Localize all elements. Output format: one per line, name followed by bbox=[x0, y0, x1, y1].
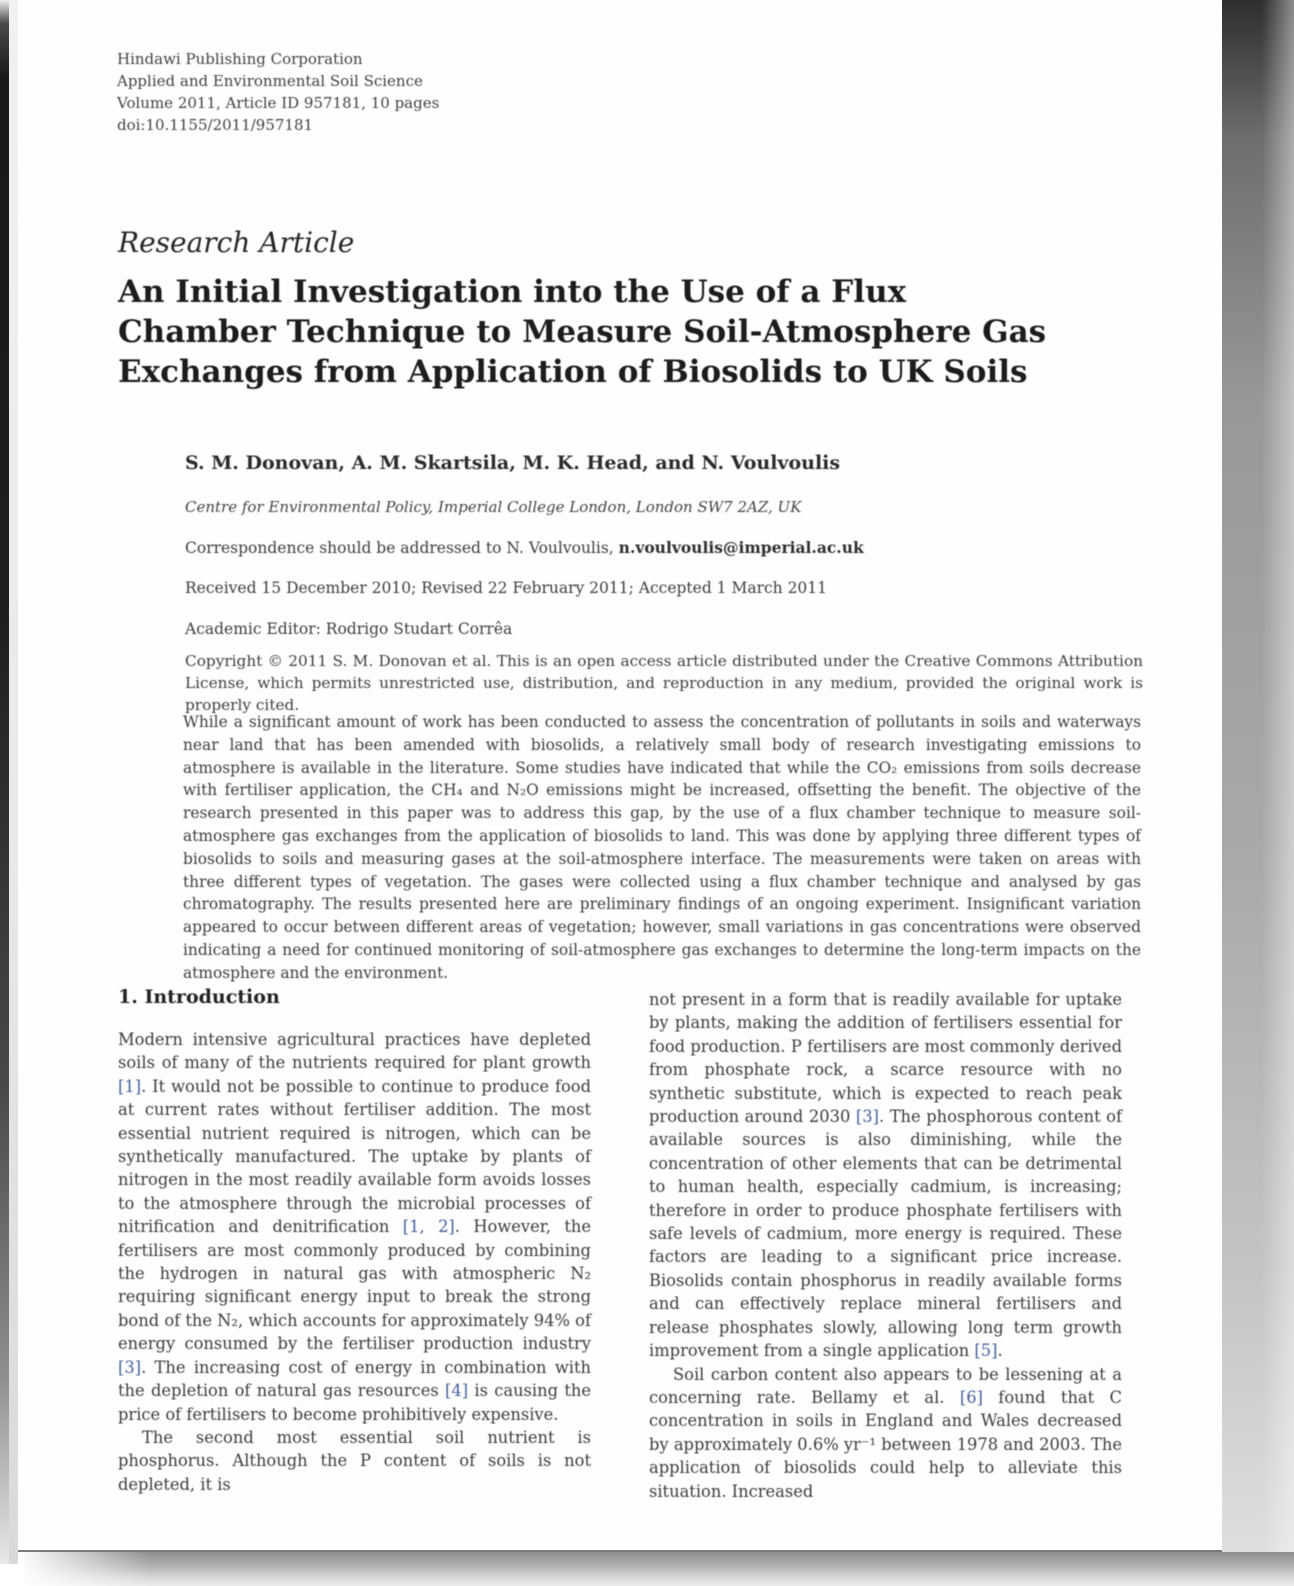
body-paragraph: Modern intensive agricultural practices have depleted soils of many of the nutrients required for plant growth [1]. It would not be possible to continue to produce food at current rates without fertiliser addition. The most essential nutrient required is nitrogen, which can be synthetically manufactured. The uptake by plants of nitrogen in the most readily available form avoids losses to the atmosphere through the microbial processes of nitrification and denitrification [1, 2]. However, the fertilisers are most commonly produced by combining the hydrogen in natural gas with atmospheric N₂ requiring significant energy input to break the strong bond of the N₂, which accounts for approximately 94% of energy consumed by the fertiliser production industry [3]. The increasing cost of energy in combination with the depletion of natural gas resources [4] is causing the price of fertilisers to become prohibitively expensive. bbox=[118, 1030, 591, 1424]
abstract-text: While a significant amount of work has been conducted to assess the concentration of pollutants in soils and waterways near land that has been amended with biosolids, a relatively small body of research investigating emissions to atmosphere is available in the literature. Some studies have indicated that while the CO₂ emissions from soils decrease with fertiliser application, the CH₄ and N₂O emissions might be increased, offsetting the benefit. The objective of the research presented in this paper was to address this gap, by the use of a flux chamber technique to measure soil-atmosphere gas exchanges from the application of biosolids to land. This was done by applying three different types of biosolids to soils and measuring gases at the soil-atmosphere interface. The measurements were taken on areas with three different types of vegetation. The gases were collected using a flux chamber technique and analysed by gas chromatography. The results presented here are preliminary findings of an ongoing experiment. Insignificant variation appeared to occur between different areas of vegetation; however, small variations in gas concentrations were observed indicating a need for continued monitoring of soil-atmosphere gas exchanges to determine the long-term impacts on the atmosphere and the environment. bbox=[183, 713, 1141, 982]
authors-line: S. M. Donovan, A. M. Skartsila, M. K. Head, and N. Voulvoulis bbox=[185, 452, 841, 474]
body-paragraph: Soil carbon content also appears to be lessening at a concerning rate. Bellamy et al. [6] found that C concentration in soils in England and Wales decreased by approximately 0.6% yr⁻¹ between 1978 and 2003. The application of biosolids could help to alleviate this situation. Increased bbox=[649, 1364, 1123, 1501]
body-columns bbox=[118, 982, 1122, 1503]
academic-editor-line: Academic Editor: Rodrigo Studart Corrêa bbox=[185, 620, 513, 638]
article-type-label: Research Article bbox=[118, 226, 355, 259]
history-line: Received 15 December 2010; Revised 22 February 2011; Accepted 1 March 2011 bbox=[185, 579, 828, 597]
journal-header bbox=[117, 48, 439, 136]
page-shadow-right bbox=[1222, 0, 1294, 1552]
volume-line: Volume 2011, Article ID 957181, 10 pages bbox=[117, 94, 440, 112]
intro-right-column bbox=[649, 982, 1122, 1503]
correspondence-line bbox=[185, 538, 864, 557]
page-edge-left-dark bbox=[0, 0, 9, 1564]
page-shadow-bottom bbox=[24, 1552, 1294, 1586]
copyright-notice: Copyright © 2011 S. M. Donovan et al. This is an open access article distributed under the Creative Commons Attribution License, which permits unrestricted use, distribution, and reproduction in any medium, provided the original work is properly cited. bbox=[185, 652, 1143, 714]
body-paragraph: The second most essential soil nutrient is phosphorus. Although the P content of soils is not depleted, it is bbox=[118, 1427, 591, 1494]
correspondence-email: n.voulvoulis@imperial.ac.uk bbox=[618, 538, 864, 557]
journal-line: Applied and Environmental Soil Science bbox=[117, 72, 423, 90]
paper-title: An Initial Investigation into the Use of a Flux Chamber Technique to Measure Soil-Atmosphere Gas Exchanges from Application of Biosolids to UK Soils bbox=[118, 274, 1047, 390]
intro-left-column bbox=[118, 982, 591, 1503]
paper-content bbox=[18, 0, 1222, 1550]
correspondence-prefix: Correspondence should be addressed to N. Voulvoulis, bbox=[185, 539, 619, 557]
publisher-line: Hindawi Publishing Corporation bbox=[117, 50, 363, 68]
body-paragraph: not present in a form that is readily available for uptake by plants, making the addition of fertilisers essential for food production. P fertilisers are most commonly derived from phosphate rock, a scarce resource with no synthetic substitute, which is expected to reach peak production around 2030 [3]. The phosphorous content of available sources is also diminishing, while the concentration of other elements that can be detrimental to human health, especially cadmium, is increasing; therefore in order to produce phosphate fertilisers with safe levels of cadmium, more energy is required. These factors are leading to a significant price increase. Biosolids contain phosphorus in readily available forms and can effectively replace mineral fertilisers and release phosphates slowly, allowing long term growth improvement from a single application [5]. bbox=[649, 990, 1123, 1361]
affiliation-line: Centre for Environmental Policy, Imperial College London, London SW7 2AZ, UK bbox=[185, 498, 802, 516]
doi-line: doi:10.1155/2011/957181 bbox=[117, 116, 314, 134]
page-edge-left-light bbox=[9, 0, 18, 1564]
paper-page bbox=[18, 0, 1222, 1552]
section-heading-introduction: 1. Introduction bbox=[118, 986, 280, 1008]
